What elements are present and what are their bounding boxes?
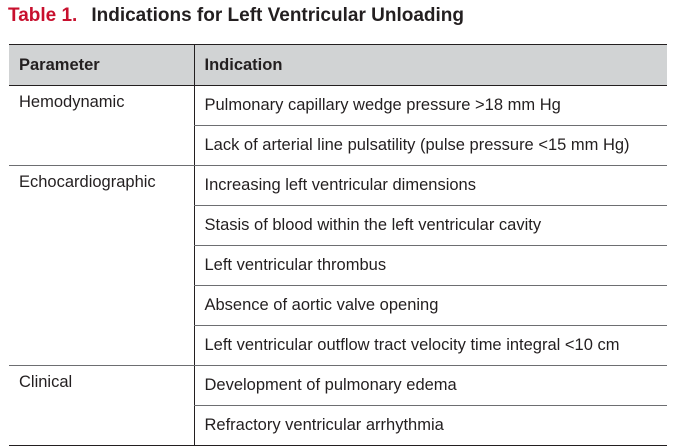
indication-cell: Increasing left ventricular dimensions bbox=[194, 166, 667, 206]
column-header-parameter: Parameter bbox=[9, 45, 194, 86]
table-row bbox=[9, 166, 667, 206]
indication-cell: Lack of arterial line pulsatility (pulse pressure <15 mm Hg) bbox=[194, 126, 667, 166]
column-header-indication: Indication bbox=[194, 45, 667, 86]
indication-cell: Development of pulmonary edema bbox=[194, 366, 667, 406]
indications-table bbox=[9, 44, 667, 446]
table-caption bbox=[8, 5, 464, 27]
parameter-cell-clinical: Clinical bbox=[9, 366, 194, 446]
indication-cell: Left ventricular thrombus bbox=[194, 246, 667, 286]
indication-cell: Left ventricular outflow tract velocity time integral <10 cm bbox=[194, 326, 667, 366]
indication-cell: Stasis of blood within the left ventricular cavity bbox=[194, 206, 667, 246]
table-row bbox=[9, 366, 667, 406]
table-title: Indications for Left Ventricular Unloading bbox=[91, 5, 464, 26]
table-header-row bbox=[9, 45, 667, 86]
indication-cell: Pulmonary capillary wedge pressure >18 mm Hg bbox=[194, 86, 667, 126]
parameter-cell-echocardiographic: Echocardiographic bbox=[9, 166, 194, 366]
indication-cell: Absence of aortic valve opening bbox=[194, 286, 667, 326]
table-number: Table 1. bbox=[8, 5, 78, 26]
indication-cell: Refractory ventricular arrhythmia bbox=[194, 406, 667, 446]
table-row bbox=[9, 86, 667, 126]
parameter-cell-hemodynamic: Hemodynamic bbox=[9, 86, 194, 166]
